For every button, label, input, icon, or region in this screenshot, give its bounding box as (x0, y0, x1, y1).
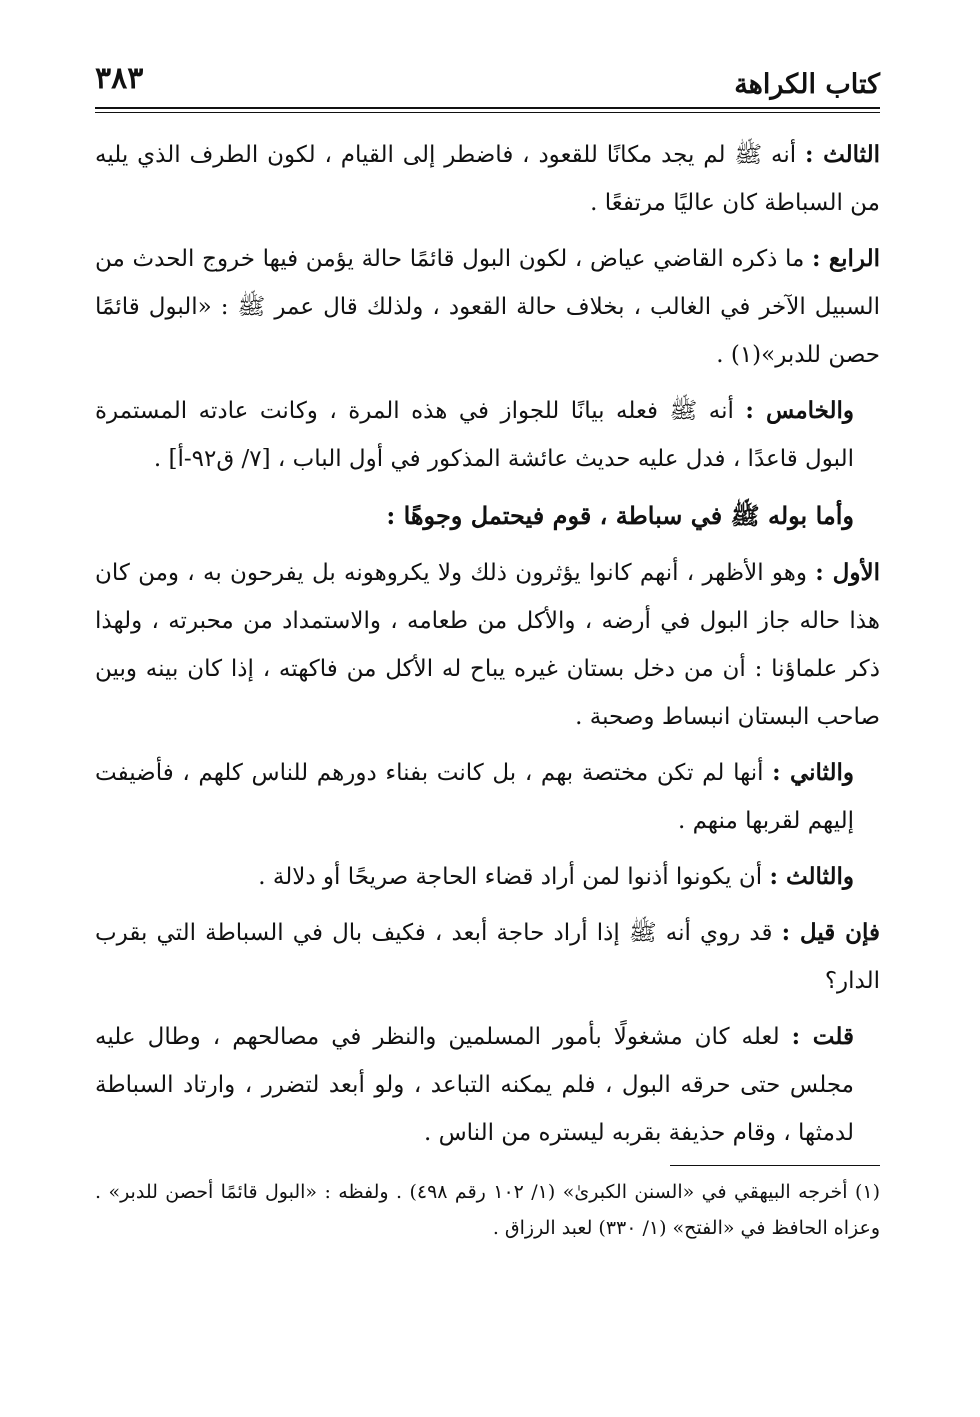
paragraph-lead: فإن قيل : (781, 919, 880, 946)
paragraph-lead: والثاني : (772, 759, 854, 786)
paragraph-question (95, 909, 880, 1005)
paragraph-lead: قلت : (791, 1023, 854, 1050)
paragraph-third-reason (95, 131, 880, 227)
footnotes (95, 1174, 880, 1246)
paragraph-answer (95, 1013, 880, 1157)
paragraph-lead: الرابع : (812, 245, 880, 272)
paragraph-text: أنها لم تكن مختصة بهم ، بل كانت بفناء دورهم للناس كلهم ، فأضيفت إليهم لقربها منهم . (95, 760, 854, 834)
paragraph-lead: الثالث : (805, 141, 881, 168)
paragraph-text: وهو الأظهر ، أنهم كانوا يؤثرون ذلك ولا يكروهونه بل يفرحون به ، ومن كان هذا حاله جاز البول في أرضه ، والأكل من طعامه ، والاستمداد من محبرته ، ولهذا ذكر علماؤنا : أن من دخل بستان غيره يباح له الأكل من فاكهته ، إذا كان بينه وبين صاحب البستان انبساط وصحبة . (95, 560, 880, 730)
main-text (95, 131, 880, 1157)
paragraph-text: أن يكونوا أذنوا لمن أراد قضاء الحاجة صريحًا أو دلالة . (258, 864, 770, 890)
section-heading: وأما بوله ﷺ في سباطة ، قوم فيحتمل وجوهًا : (386, 501, 854, 530)
paragraph-third-aspect (95, 853, 880, 901)
paragraph-text: ما ذكره القاضي عياض ، لكون البول قائمًا حالة يؤمن فيها خروج الحدث من السبيل الآخر في الغالب ، بخلاف حالة القعود ، ولذلك قال عمر ﷺ : «البول قائمًا حصن للدبر»(١) . (95, 246, 880, 368)
footnote-1: (١) أخرجه البيهقي في «السنن الكبرىٰ» (١/ ١٠٢ رقم ٤٩٨) . ولفظه : «البول قائمًا أحصن للدبر» . وعزاه الحافظ في «الفتح» (١/ ٣٣٠) لعبد الرزاق . (95, 1181, 880, 1239)
paragraph-lead: والثالث : (769, 863, 854, 890)
paragraph-text: أنه ﷺ لم يجد مكانًا للقعود ، فاضطر إلى القيام ، لكون الطرف الذي يليه من السباطة كان عاليًا مرتفعًا . (95, 142, 880, 216)
paragraph-lead: الأول : (815, 559, 880, 586)
running-title: كتاب الكراهة (734, 69, 880, 100)
page (95, 55, 880, 1246)
paragraph-lead: والخامس : (745, 397, 854, 424)
footnote-divider (670, 1165, 880, 1166)
paragraph-text: قد روي أنه ﷺ إذا أراد حاجة أبعد ، فكيف بال في السباطة التي بقرب الدار؟ (95, 920, 880, 994)
paragraph-fifth-reason (95, 387, 880, 483)
paragraph-text: أنه ﷺ فعله بيانًا للجواز في هذه المرة ، وكانت عادته المستمرة البول قاعدًا ، فدل عليه حديث عائشة المذكور في أول الباب ، [٧/ ق٩٢-أ] . (95, 398, 854, 472)
paragraph-second-aspect (95, 749, 880, 845)
paragraph-fourth-reason (95, 235, 880, 379)
page-header (95, 55, 880, 109)
page-number: ٣٨٣ (95, 61, 144, 96)
paragraph-text: لعله كان مشغولًا بأمور المسلمين والنظر في مصالحهم ، وطال عليه مجلس حتى حرقه البول ، فلم يمكنه التباعد ، ولو أبعد لتضرر ، وارتاد السباطة لدمثها ، وقام حذيفة بقربه ليستره من الناس . (95, 1024, 854, 1146)
paragraph-first-aspect (95, 549, 880, 741)
